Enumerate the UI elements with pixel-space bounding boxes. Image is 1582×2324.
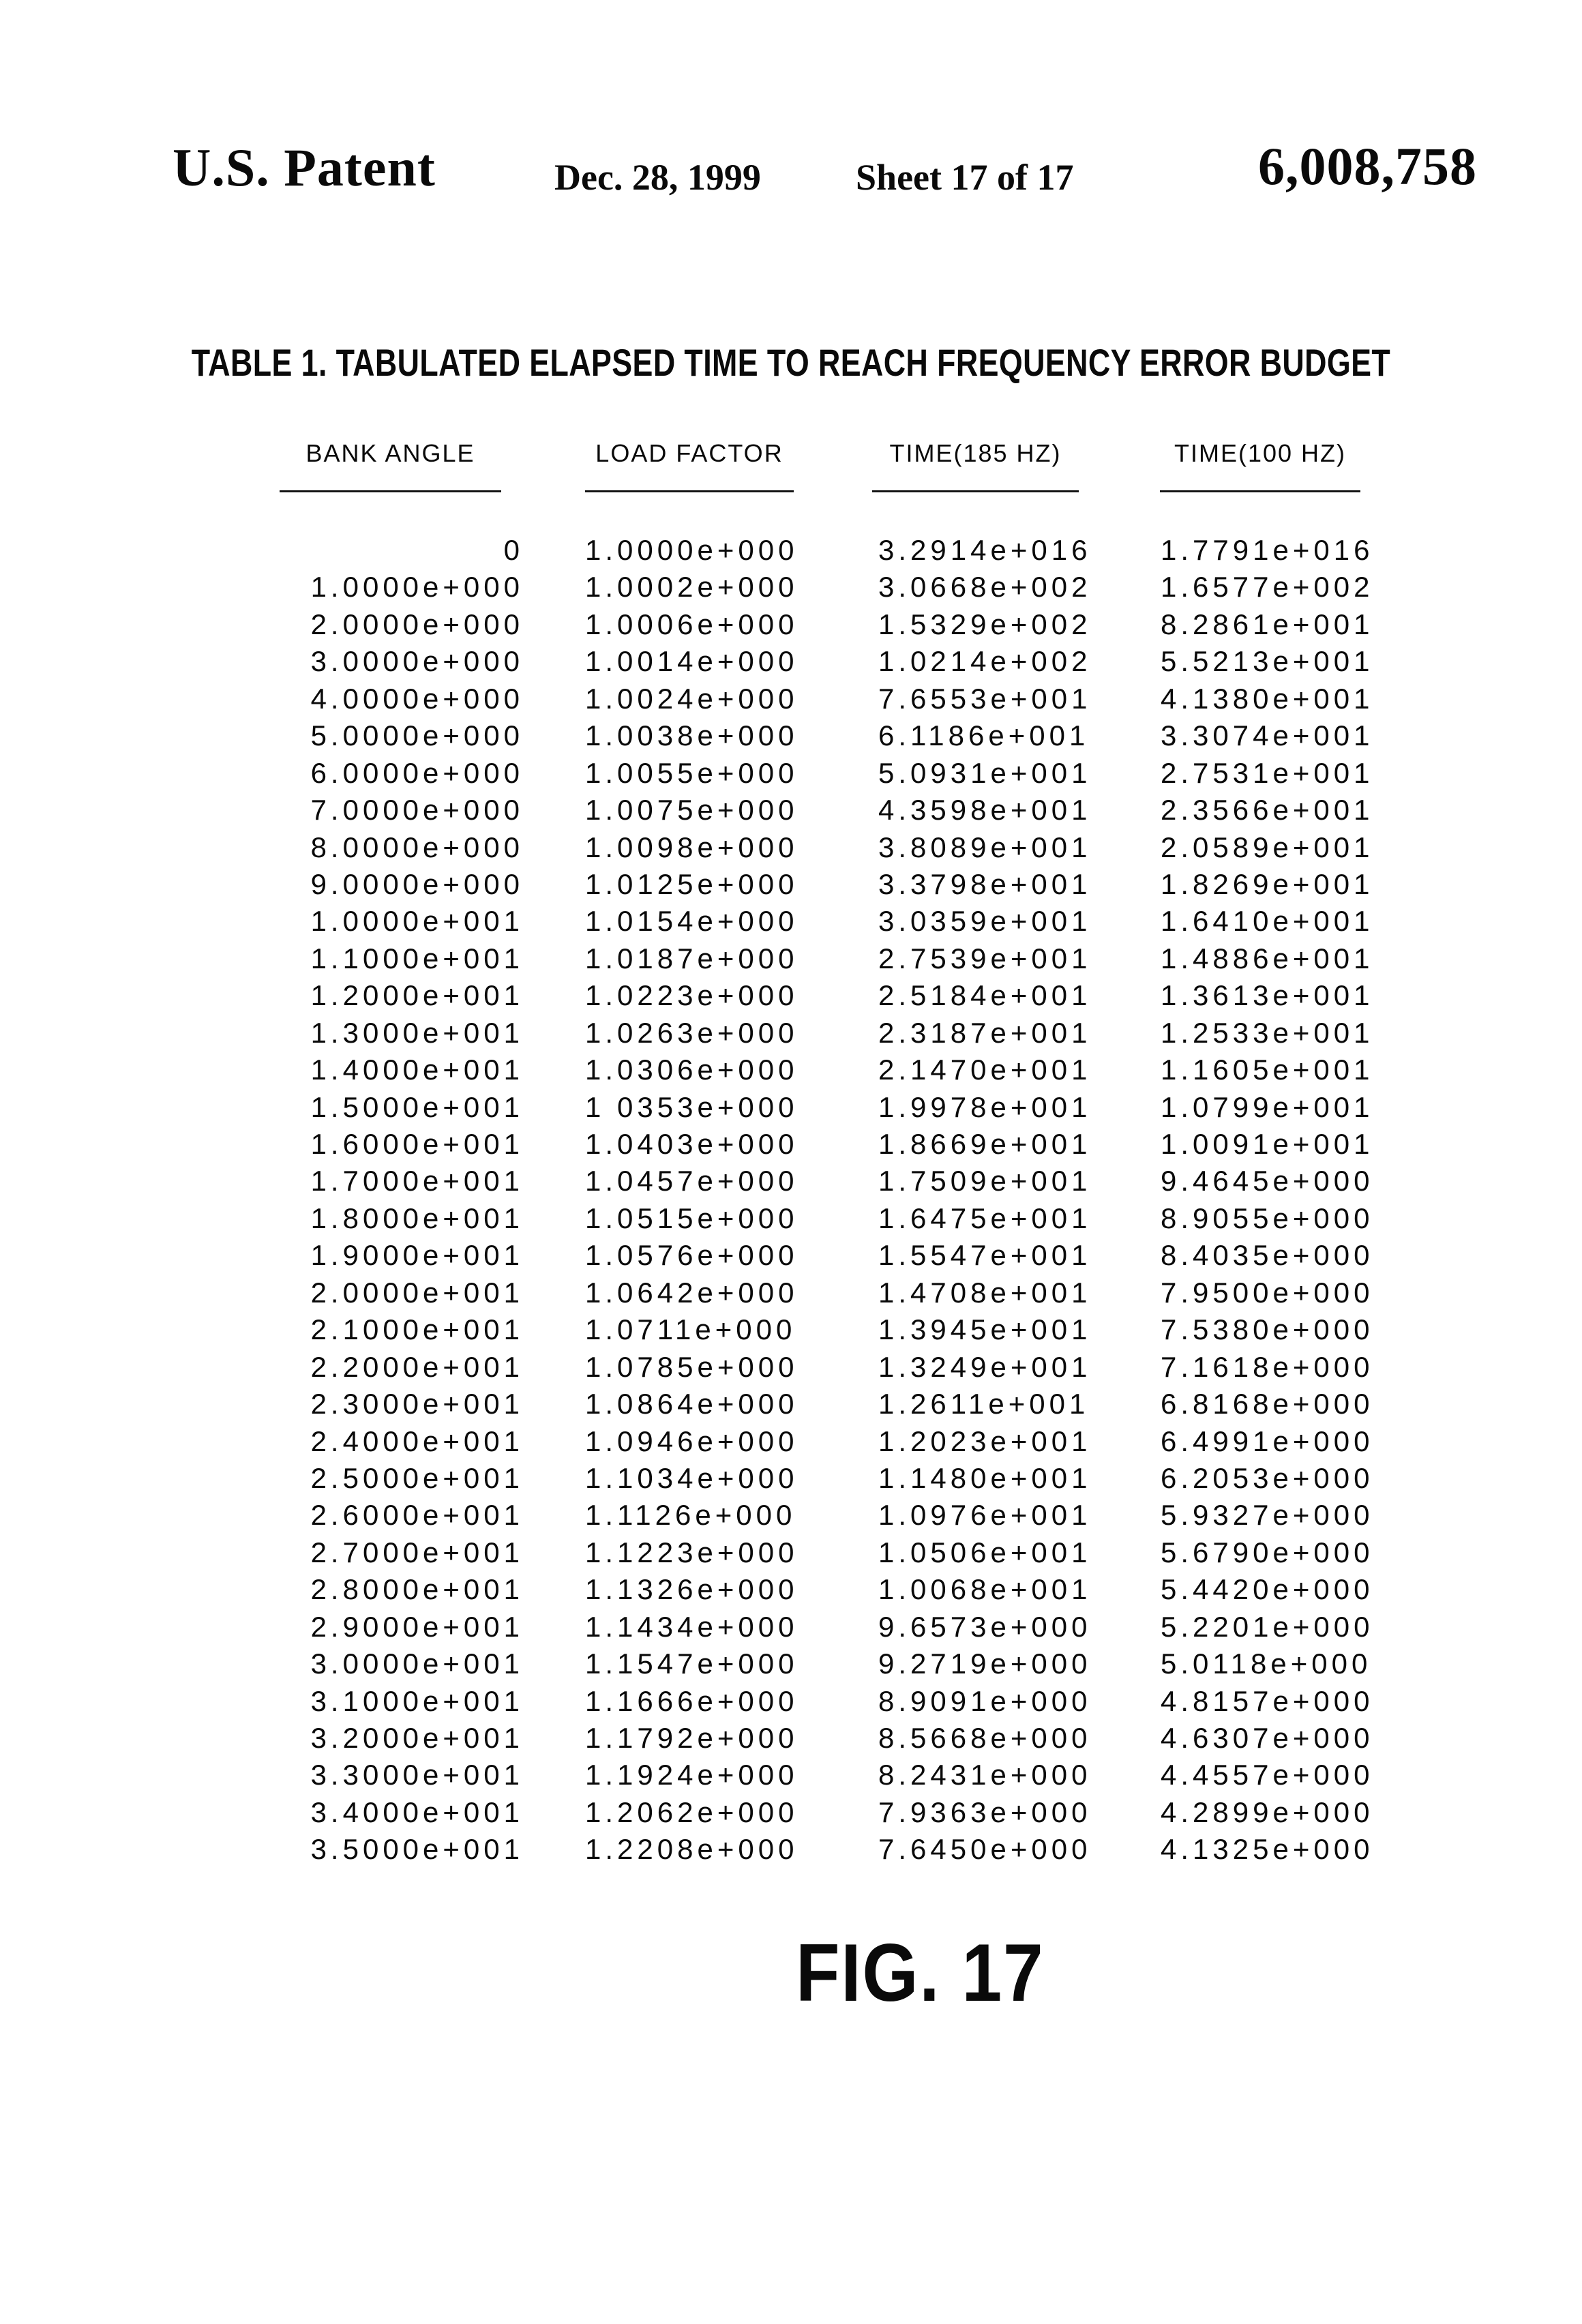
cell-time-185hz: 1.5547e+001 — [878, 1239, 1092, 1272]
cell-bank-angle: 1.9000e+001 — [310, 1239, 524, 1272]
cell-bank-angle: 2.5000e+001 — [310, 1461, 524, 1494]
cell-load-factor: 1.0223e+000 — [585, 979, 799, 1012]
cell-time-185hz: 3.3798e+001 — [878, 867, 1092, 900]
table-row — [278, 1200, 1386, 1237]
table-row — [278, 1052, 1386, 1088]
table-row — [278, 1089, 1386, 1126]
cell-time-100hz: 5.2201e+000 — [1161, 1610, 1374, 1643]
cell-load-factor: 1.1434e+000 — [585, 1610, 799, 1643]
cell-load-factor: 1.0576e+000 — [585, 1239, 799, 1272]
cell-time-100hz: 4.6307e+000 — [1161, 1722, 1374, 1754]
table-row — [278, 1460, 1386, 1497]
cell-bank-angle: 1.5000e+001 — [310, 1090, 524, 1123]
cell-time-100hz: 8.9055e+000 — [1161, 1202, 1374, 1234]
cell-load-factor: 1 0353e+000 — [585, 1090, 799, 1123]
cell-time-100hz: 1.4886e+001 — [1161, 942, 1374, 974]
table-row — [278, 1311, 1386, 1348]
table-body — [278, 532, 1386, 1868]
cell-time-185hz: 8.5668e+000 — [878, 1722, 1092, 1754]
cell-time-100hz: 7.5380e+000 — [1161, 1313, 1374, 1346]
cell-bank-angle: 2.3000e+001 — [310, 1388, 524, 1420]
cell-bank-angle: 5.0000e+000 — [310, 719, 524, 752]
cell-load-factor: 1.0038e+000 — [585, 719, 799, 752]
cell-load-factor: 1.0024e+000 — [585, 682, 799, 715]
table-row — [278, 866, 1386, 903]
patent-office-label: U.S. Patent — [173, 138, 436, 197]
cell-load-factor: 1.1326e+000 — [585, 1573, 799, 1606]
cell-bank-angle: 3.4000e+001 — [310, 1796, 524, 1828]
cell-bank-angle: 1.0000e+000 — [310, 571, 524, 604]
cell-bank-angle: 2.0000e+001 — [310, 1276, 524, 1309]
cell-time-100hz: 1.6410e+001 — [1161, 905, 1374, 938]
cell-time-100hz: 5.6790e+000 — [1161, 1536, 1374, 1568]
table-row — [278, 1386, 1386, 1422]
cell-load-factor: 1.0002e+000 — [585, 571, 799, 604]
table-row — [278, 717, 1386, 754]
table-row — [278, 1534, 1386, 1571]
cell-time-100hz: 1.7791e+016 — [1161, 534, 1374, 566]
cell-load-factor: 1.0125e+000 — [585, 867, 799, 900]
cell-load-factor: 1.0014e+000 — [585, 645, 799, 678]
header-underline — [1160, 490, 1360, 492]
cell-bank-angle: 2.1000e+001 — [310, 1313, 524, 1346]
cell-bank-angle: 6.0000e+000 — [310, 756, 524, 789]
cell-bank-angle: 2.2000e+001 — [310, 1350, 524, 1383]
cell-load-factor: 1.0306e+000 — [585, 1054, 799, 1086]
table-row — [278, 532, 1386, 569]
table-row — [278, 1645, 1386, 1682]
cell-time-100hz: 1.3613e+001 — [1161, 979, 1374, 1012]
table-row — [278, 755, 1386, 792]
table-row — [278, 829, 1386, 866]
cell-bank-angle: 4.0000e+000 — [310, 682, 524, 715]
cell-bank-angle: 3.1000e+001 — [310, 1684, 524, 1717]
cell-time-185hz: 6.1186e+001 — [878, 719, 1090, 752]
cell-load-factor: 1.2208e+000 — [585, 1833, 799, 1866]
cell-time-185hz: 1.9978e+001 — [878, 1090, 1092, 1123]
cell-time-100hz: 1.0799e+001 — [1161, 1090, 1374, 1123]
cell-time-100hz: 6.2053e+000 — [1161, 1461, 1374, 1494]
table-row — [278, 1163, 1386, 1200]
cell-time-185hz: 2.1470e+001 — [878, 1054, 1092, 1086]
cell-time-100hz: 4.1325e+000 — [1161, 1833, 1374, 1866]
figure-caption: FIG. 17 — [796, 1927, 1045, 2018]
cell-time-185hz: 7.6450e+000 — [878, 1833, 1092, 1866]
cell-load-factor: 1.0055e+000 — [585, 756, 799, 789]
cell-load-factor: 1.0098e+000 — [585, 831, 799, 863]
cell-time-185hz: 3.0668e+002 — [878, 571, 1092, 604]
column-header-load-factor — [524, 439, 830, 492]
cell-load-factor: 1.1547e+000 — [585, 1648, 799, 1680]
cell-bank-angle: 1.2000e+001 — [310, 979, 524, 1012]
cell-time-100hz: 1.6577e+002 — [1161, 571, 1374, 604]
cell-load-factor: 1.0642e+000 — [585, 1276, 799, 1309]
cell-bank-angle: 1.1000e+001 — [310, 942, 524, 974]
header-underline — [872, 490, 1079, 492]
table-title: TABLE 1. TABULATED ELAPSED TIME TO REACH FREQUENCY ERROR BUDGET — [191, 341, 1391, 384]
cell-bank-angle: 1.6000e+001 — [310, 1128, 524, 1160]
cell-time-100hz: 4.2899e+000 — [1161, 1796, 1374, 1828]
cell-load-factor: 1.0187e+000 — [585, 942, 799, 974]
cell-time-185hz: 1.2023e+001 — [878, 1425, 1092, 1457]
column-header-time-185hz — [830, 439, 1112, 492]
cell-time-185hz: 7.6553e+001 — [878, 682, 1092, 715]
column-header-label: TIME(185 HZ) — [889, 439, 1062, 467]
cell-time-185hz: 1.4708e+001 — [878, 1276, 1092, 1309]
cell-bank-angle: 8.0000e+000 — [310, 831, 524, 863]
table-row — [278, 903, 1386, 940]
table-row — [278, 1720, 1386, 1757]
cell-time-100hz: 7.1618e+000 — [1161, 1350, 1374, 1383]
table-row — [278, 569, 1386, 606]
table-row — [278, 1609, 1386, 1645]
cell-load-factor: 1.0711e+000 — [585, 1313, 796, 1346]
sheet-number: Sheet 17 of 17 — [856, 157, 1074, 198]
cell-time-100hz: 1.2533e+001 — [1161, 1016, 1374, 1049]
cell-time-100hz: 5.0118e+000 — [1161, 1648, 1372, 1680]
column-header-label: LOAD FACTOR — [595, 439, 783, 467]
cell-load-factor: 1.1126e+000 — [585, 1499, 796, 1532]
table-row — [278, 1015, 1386, 1052]
data-table — [278, 439, 1386, 1868]
cell-time-100hz: 8.4035e+000 — [1161, 1239, 1374, 1272]
cell-time-100hz: 5.5213e+001 — [1161, 645, 1374, 678]
cell-load-factor: 1.1223e+000 — [585, 1536, 799, 1568]
table-row — [278, 940, 1386, 977]
cell-bank-angle: 2.8000e+001 — [310, 1573, 524, 1606]
cell-time-100hz: 9.4645e+000 — [1161, 1165, 1374, 1197]
table-row — [278, 1237, 1386, 1274]
cell-time-185hz: 1.8669e+001 — [878, 1128, 1092, 1160]
column-header-label: TIME(100 HZ) — [1174, 439, 1347, 467]
cell-time-185hz: 3.2914e+016 — [878, 534, 1092, 566]
cell-time-100hz: 4.4557e+000 — [1161, 1759, 1374, 1791]
cell-bank-angle: 2.9000e+001 — [310, 1610, 524, 1643]
cell-bank-angle: 1.7000e+001 — [310, 1165, 524, 1197]
cell-time-185hz: 9.6573e+000 — [878, 1610, 1092, 1643]
cell-time-100hz: 6.4991e+000 — [1161, 1425, 1374, 1457]
cell-time-100hz: 4.8157e+000 — [1161, 1684, 1374, 1717]
table-row — [278, 1683, 1386, 1720]
cell-time-185hz: 1.0976e+001 — [878, 1499, 1092, 1532]
cell-bank-angle: 3.0000e+000 — [310, 645, 524, 678]
cell-bank-angle: 3.3000e+001 — [310, 1759, 524, 1791]
cell-load-factor: 1.0946e+000 — [585, 1425, 799, 1457]
cell-time-185hz: 7.9363e+000 — [878, 1796, 1092, 1828]
cell-time-185hz: 1.3249e+001 — [878, 1350, 1092, 1383]
table-row — [278, 606, 1386, 643]
table-row — [278, 643, 1386, 680]
cell-bank-angle: 2.0000e+000 — [310, 608, 524, 640]
cell-time-185hz: 4.3598e+001 — [878, 794, 1092, 826]
cell-load-factor: 1.1666e+000 — [585, 1684, 799, 1717]
cell-time-185hz: 2.5184e+001 — [878, 979, 1092, 1012]
cell-bank-angle: 9.0000e+000 — [310, 867, 524, 900]
cell-load-factor: 1.0075e+000 — [585, 794, 799, 826]
cell-time-185hz: 1.2611e+001 — [878, 1388, 1090, 1420]
cell-time-185hz: 1.0068e+001 — [878, 1573, 1092, 1606]
cell-time-100hz: 7.9500e+000 — [1161, 1276, 1374, 1309]
cell-time-185hz: 3.0359e+001 — [878, 905, 1092, 938]
table-row — [278, 792, 1386, 829]
cell-time-185hz: 2.7539e+001 — [878, 942, 1092, 974]
table-row — [278, 977, 1386, 1014]
cell-load-factor: 1.0785e+000 — [585, 1350, 799, 1383]
cell-time-185hz: 1.0214e+002 — [878, 645, 1092, 678]
table-row — [278, 1757, 1386, 1793]
cell-time-185hz: 1.1480e+001 — [878, 1461, 1092, 1494]
cell-load-factor: 1.1034e+000 — [585, 1461, 799, 1494]
table-row — [278, 681, 1386, 717]
cell-bank-angle: 1.4000e+001 — [310, 1054, 524, 1086]
cell-bank-angle: 2.4000e+001 — [310, 1425, 524, 1457]
cell-time-185hz: 9.2719e+000 — [878, 1648, 1092, 1680]
cell-time-185hz: 3.8089e+001 — [878, 831, 1092, 863]
table-row — [278, 1497, 1386, 1534]
cell-load-factor: 1.2062e+000 — [585, 1796, 799, 1828]
column-header-label: BANK ANGLE — [305, 439, 475, 467]
cell-bank-angle: 3.0000e+001 — [310, 1648, 524, 1680]
cell-load-factor: 1.0154e+000 — [585, 905, 799, 938]
cell-time-185hz: 1.5329e+002 — [878, 608, 1092, 640]
cell-time-185hz: 1.7509e+001 — [878, 1165, 1092, 1197]
cell-time-100hz: 5.9327e+000 — [1161, 1499, 1374, 1532]
cell-time-100hz: 6.8168e+000 — [1161, 1388, 1374, 1420]
column-header-time-100hz — [1112, 439, 1386, 492]
cell-bank-angle: 3.5000e+001 — [310, 1833, 524, 1866]
table-row — [278, 1794, 1386, 1831]
cell-load-factor: 1.0457e+000 — [585, 1165, 799, 1197]
cell-load-factor: 1.1924e+000 — [585, 1759, 799, 1791]
column-header-bank-angle — [278, 439, 524, 492]
cell-time-185hz: 2.3187e+001 — [878, 1016, 1092, 1049]
publication-date: Dec. 28, 1999 — [554, 157, 761, 198]
cell-bank-angle: 1.3000e+001 — [310, 1016, 524, 1049]
header-underline — [585, 490, 794, 492]
cell-bank-angle: 0 — [503, 534, 524, 566]
cell-time-100hz: 5.4420e+000 — [1161, 1573, 1374, 1606]
cell-bank-angle: 1.0000e+001 — [310, 905, 524, 938]
cell-load-factor: 1.0263e+000 — [585, 1016, 799, 1049]
cell-time-185hz: 8.9091e+000 — [878, 1684, 1092, 1717]
cell-time-185hz: 1.6475e+001 — [878, 1202, 1092, 1234]
cell-bank-angle: 1.8000e+001 — [310, 1202, 524, 1234]
cell-load-factor: 1.0000e+000 — [585, 534, 799, 566]
cell-bank-angle: 2.6000e+001 — [310, 1499, 524, 1532]
cell-time-100hz: 1.8269e+001 — [1161, 867, 1374, 900]
cell-time-100hz: 8.2861e+001 — [1161, 608, 1374, 640]
table-row — [278, 1831, 1386, 1868]
cell-time-185hz: 1.0506e+001 — [878, 1536, 1092, 1568]
table-header-row — [278, 439, 1386, 492]
cell-bank-angle: 3.2000e+001 — [310, 1722, 524, 1754]
cell-time-100hz: 3.3074e+001 — [1161, 719, 1374, 752]
table-row — [278, 1275, 1386, 1311]
cell-time-100hz: 1.0091e+001 — [1161, 1128, 1374, 1160]
cell-load-factor: 1.0006e+000 — [585, 608, 799, 640]
table-title-row — [0, 340, 1582, 385]
table-row — [278, 1126, 1386, 1163]
cell-load-factor: 1.0515e+000 — [585, 1202, 799, 1234]
cell-bank-angle: 2.7000e+001 — [310, 1536, 524, 1568]
patent-number: 6,008,758 — [1258, 136, 1477, 196]
cell-time-185hz: 1.3945e+001 — [878, 1313, 1092, 1346]
cell-time-185hz: 8.2431e+000 — [878, 1759, 1092, 1791]
cell-time-100hz: 4.1380e+001 — [1161, 682, 1374, 715]
cell-time-100hz: 1.1605e+001 — [1161, 1054, 1374, 1086]
cell-load-factor: 1.1792e+000 — [585, 1722, 799, 1754]
cell-load-factor: 1.0864e+000 — [585, 1388, 799, 1420]
table-row — [278, 1423, 1386, 1460]
cell-time-100hz: 2.7531e+001 — [1161, 756, 1374, 789]
cell-time-100hz: 2.3566e+001 — [1161, 794, 1374, 826]
header-underline — [280, 490, 501, 492]
cell-time-100hz: 2.0589e+001 — [1161, 831, 1374, 863]
table-row — [278, 1349, 1386, 1386]
cell-time-185hz: 5.0931e+001 — [878, 756, 1092, 789]
cell-load-factor: 1.0403e+000 — [585, 1128, 799, 1160]
cell-bank-angle: 7.0000e+000 — [310, 794, 524, 826]
table-row — [278, 1571, 1386, 1608]
